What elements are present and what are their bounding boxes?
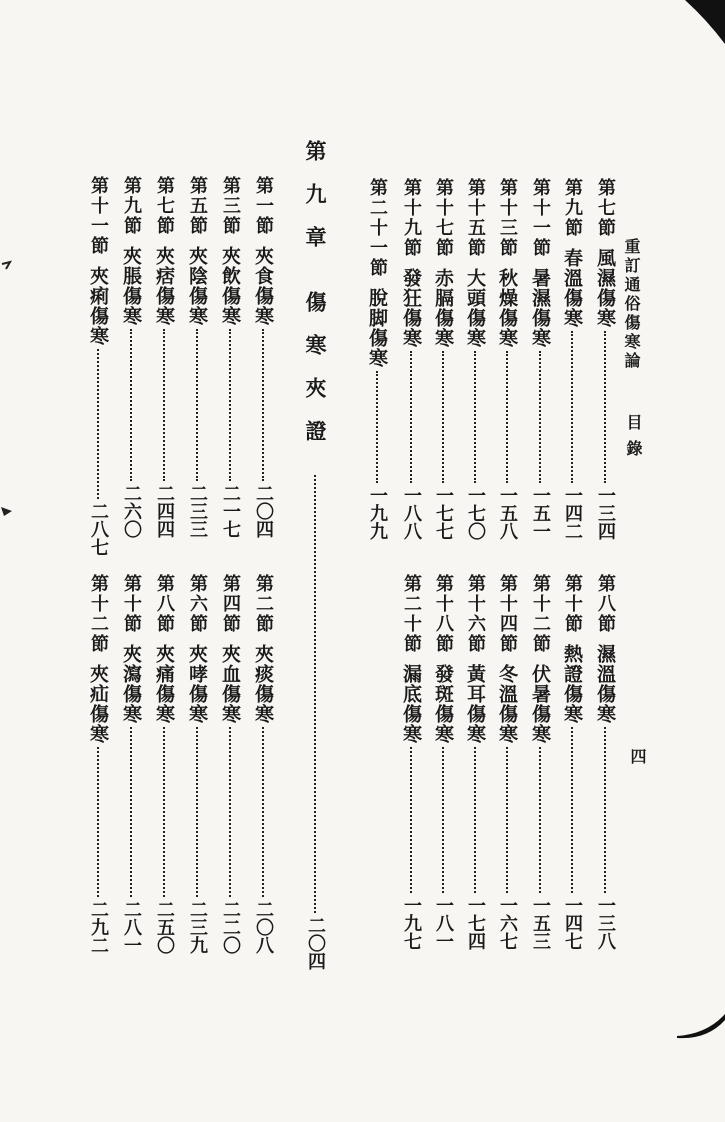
section-title: 暑濕傷寒 — [529, 268, 551, 348]
section-title: 風濕傷寒 — [594, 248, 616, 328]
dot-leader — [130, 329, 132, 481]
section-label: 第七節 — [154, 176, 175, 236]
section-title: 伏暑傷寒 — [529, 664, 551, 744]
page-number: 二八七 — [88, 502, 109, 556]
section-label: 第十二節 — [88, 574, 109, 654]
page-number: 一五一 — [530, 486, 551, 540]
scan-speck-icon — [0, 504, 14, 518]
section-title: 夾痢傷寒 — [87, 266, 109, 346]
toc-entry — [592, 178, 618, 540]
page-number: 二三三 — [187, 484, 208, 538]
page-number: 二四四 — [154, 484, 175, 538]
toc-entry — [527, 574, 553, 950]
toc-entry — [430, 178, 456, 540]
toc-entry — [592, 574, 618, 950]
section-title: 夾食傷寒 — [252, 246, 274, 326]
toc-entry — [151, 176, 177, 538]
dot-leader — [410, 351, 412, 483]
section-label: 第十四節 — [497, 574, 518, 654]
section-title: 漏底傷寒 — [400, 664, 422, 744]
page-number: 一八八 — [401, 486, 422, 540]
section-label: 第六節 — [187, 574, 208, 634]
section-label: 第四節 — [220, 574, 241, 634]
toc-entry — [364, 178, 390, 540]
section-label: 第九節 — [562, 178, 583, 238]
section-title: 發斑傷寒 — [432, 664, 454, 744]
section-label: 第十一節 — [88, 176, 109, 256]
section-title: 冬溫傷寒 — [496, 664, 518, 744]
dot-leader — [506, 351, 508, 483]
page-number: 一三四 — [595, 486, 616, 540]
section-title: 夾瀉傷寒 — [120, 644, 142, 724]
dot-leader — [571, 727, 573, 893]
section-label: 第二節 — [253, 574, 274, 634]
toc-entry — [184, 176, 210, 538]
dot-leader — [314, 475, 316, 913]
toc-entry — [118, 574, 144, 954]
page-number: 二二〇 — [220, 900, 241, 954]
dot-leader — [229, 329, 231, 481]
section-header: 目錄 — [624, 414, 643, 466]
section-title: 脫脚傷寒 — [366, 288, 388, 368]
dot-leader — [539, 351, 541, 483]
page-number: 二九二 — [88, 900, 109, 954]
section-label: 第十七節 — [433, 178, 454, 258]
section-label: 第十二節 — [530, 574, 551, 654]
page-number: 二五〇 — [154, 900, 175, 954]
page-number: 二三九 — [187, 900, 208, 954]
section-title: 夾脹傷寒 — [120, 246, 142, 326]
toc-entry — [217, 574, 243, 954]
dot-leader — [474, 747, 476, 893]
section-label: 第二十一節 — [367, 178, 388, 278]
section-label: 第二十節 — [401, 574, 422, 654]
section-label: 第十五節 — [465, 178, 486, 258]
page-number: 二六〇 — [121, 484, 142, 538]
scan-edge-curl-icon — [677, 1012, 725, 1042]
section-label: 第五節 — [187, 176, 208, 236]
dot-leader — [410, 747, 412, 893]
dot-leader — [506, 747, 508, 893]
dot-leader — [163, 727, 165, 897]
section-title: 夾飲傷寒 — [219, 246, 241, 326]
toc-entry — [462, 574, 488, 950]
section-label: 第十八節 — [433, 574, 454, 654]
toc-entry — [398, 574, 424, 950]
dot-leader — [539, 747, 541, 893]
section-title: 春溫傷寒 — [561, 248, 583, 328]
toc-entry — [151, 574, 177, 954]
section-title: 夾陰傷寒 — [186, 246, 208, 326]
toc-entry — [85, 574, 111, 954]
page-number: 一七〇 — [465, 486, 486, 540]
page-number: 一五八 — [497, 486, 518, 540]
page-number: 一七四 — [465, 896, 486, 950]
dot-leader — [97, 747, 99, 897]
page-number: 二一七 — [220, 484, 241, 538]
section-title: 夾疝傷寒 — [87, 664, 109, 744]
page-number: 一八一 — [433, 896, 454, 950]
section-label: 第七節 — [595, 178, 616, 238]
toc-entry — [462, 178, 488, 540]
dot-leader — [229, 727, 231, 897]
page-number: 二〇四 — [305, 916, 326, 970]
page-number: 二〇八 — [253, 900, 274, 954]
section-title: 夾哮傷寒 — [186, 644, 208, 724]
dot-leader — [571, 331, 573, 483]
section-label: 第十節 — [121, 574, 142, 634]
chapter-title: 傷寒夾證 — [303, 291, 328, 463]
section-label: 第三節 — [220, 176, 241, 236]
toc-entry — [559, 574, 585, 950]
section-label: 第八節 — [154, 574, 175, 634]
book-title-header: 重訂通俗傷寒論 — [622, 238, 641, 371]
dot-leader — [130, 727, 132, 897]
dot-leader — [442, 747, 444, 893]
section-label: 第九節 — [121, 176, 142, 236]
section-label: 第十九節 — [401, 178, 422, 258]
toc-entry — [494, 574, 520, 950]
dot-leader — [196, 329, 198, 481]
section-title: 秋燥傷寒 — [496, 268, 518, 348]
section-label: 第十節 — [562, 574, 583, 634]
page-number: 二〇四 — [253, 484, 274, 538]
dot-leader — [262, 329, 264, 481]
page-number: 一三八 — [595, 896, 616, 950]
dot-leader — [97, 349, 99, 499]
toc-entry — [250, 176, 276, 538]
section-title: 赤膈傷寒 — [432, 268, 454, 348]
dot-leader — [604, 727, 606, 893]
section-label: 第十一節 — [530, 178, 551, 258]
toc-entry — [494, 178, 520, 540]
toc-entry — [398, 178, 424, 540]
section-title: 夾痛傷寒 — [153, 644, 175, 724]
dot-leader — [196, 727, 198, 897]
section-title: 熱證傷寒 — [561, 644, 583, 724]
section-title: 夾痞傷寒 — [153, 246, 175, 326]
page-number: 一六七 — [497, 896, 518, 950]
section-title: 濕溫傷寒 — [594, 644, 616, 724]
toc-entry — [527, 178, 553, 540]
toc-entry — [217, 176, 243, 538]
toc-entry — [118, 176, 144, 538]
dot-leader — [163, 329, 165, 481]
dot-leader — [474, 351, 476, 483]
folio-number: 四 — [628, 748, 647, 764]
section-label: 第一節 — [253, 176, 274, 236]
section-title: 發狂傷寒 — [400, 268, 422, 348]
dot-leader — [262, 727, 264, 897]
section-title: 夾血傷寒 — [219, 644, 241, 724]
section-title: 夾痰傷寒 — [252, 644, 274, 724]
toc-entry — [559, 178, 585, 540]
page-number: 一九九 — [367, 486, 388, 540]
page-number: 一七七 — [433, 486, 454, 540]
dot-leader — [442, 351, 444, 483]
toc-entry — [430, 574, 456, 950]
toc-entry — [85, 176, 111, 556]
dot-leader — [376, 371, 378, 483]
section-label: 第八節 — [595, 574, 616, 634]
page-number: 一九七 — [401, 896, 422, 950]
scan-speck-icon — [0, 258, 14, 272]
section-label: 第十六節 — [465, 574, 486, 654]
section-title: 大頭傷寒 — [464, 268, 486, 348]
section-title: 黃耳傷寒 — [464, 664, 486, 744]
page-number: 一四二 — [562, 486, 583, 540]
section-label: 第十三節 — [497, 178, 518, 258]
chapter-heading — [298, 140, 332, 970]
toc-entry — [184, 574, 210, 954]
scan-corner-shadow-icon — [677, 0, 725, 50]
page-number: 二八一 — [121, 900, 142, 954]
dot-leader — [604, 331, 606, 483]
chapter-label: 第九章 — [303, 140, 328, 269]
toc-entry — [250, 574, 276, 954]
page-number: 一四七 — [562, 896, 583, 950]
page-number: 一五三 — [530, 896, 551, 950]
